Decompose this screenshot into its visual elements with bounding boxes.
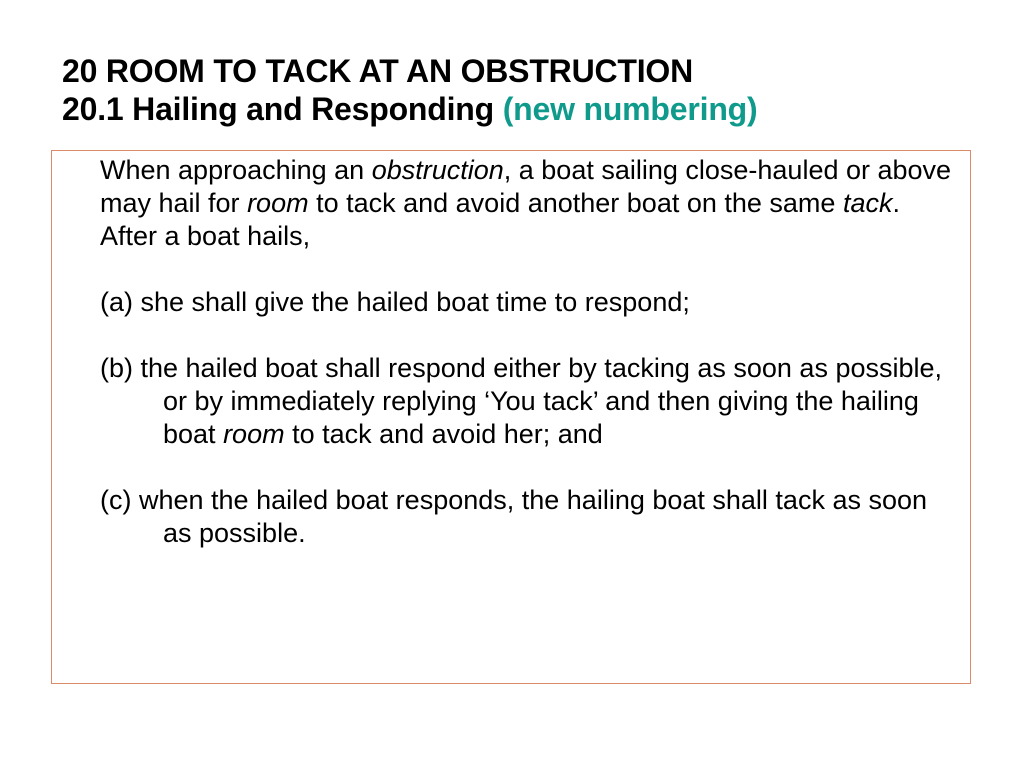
- term-room-b: room: [223, 419, 285, 449]
- slide-title: [62, 52, 1002, 128]
- item-a: (a) she shall give the hailed boat time to respond;: [100, 287, 690, 317]
- rule-text: [100, 154, 960, 550]
- rule-heading: 20 ROOM TO TACK AT AN OBSTRUCTION: [62, 53, 694, 89]
- item-b-text-1: (b) the hailed boat shall respond either by tacking as soon as possible, or by immediately replying ‘You tack’ and then giving the hailing boat: [100, 353, 943, 449]
- term-obstruction: obstruction: [371, 155, 504, 185]
- intro-text-4: . After a boat hails,: [100, 188, 900, 251]
- term-room: room: [247, 188, 309, 218]
- intro-text-2: , a boat sailing close-hauled or above may hail for: [100, 155, 952, 218]
- subrule-heading: [62, 90, 1002, 128]
- rule-text-box: [51, 150, 971, 684]
- term-tack: tack: [842, 188, 893, 218]
- item-b-text-2: to tack and avoid her; and: [284, 419, 603, 449]
- intro-text-3: to tack and avoid another boat on the same: [308, 188, 843, 218]
- subrule-heading-text: 20.1 Hailing and Responding: [62, 91, 494, 127]
- intro-text-1: When approaching an: [100, 155, 372, 185]
- numbering-note: (new numbering): [502, 91, 758, 127]
- item-c: (c) when the hailed boat responds, the hailing boat shall tack as soon as possible.: [100, 485, 928, 548]
- item-b: [100, 352, 960, 451]
- intro-paragraph: [100, 154, 960, 253]
